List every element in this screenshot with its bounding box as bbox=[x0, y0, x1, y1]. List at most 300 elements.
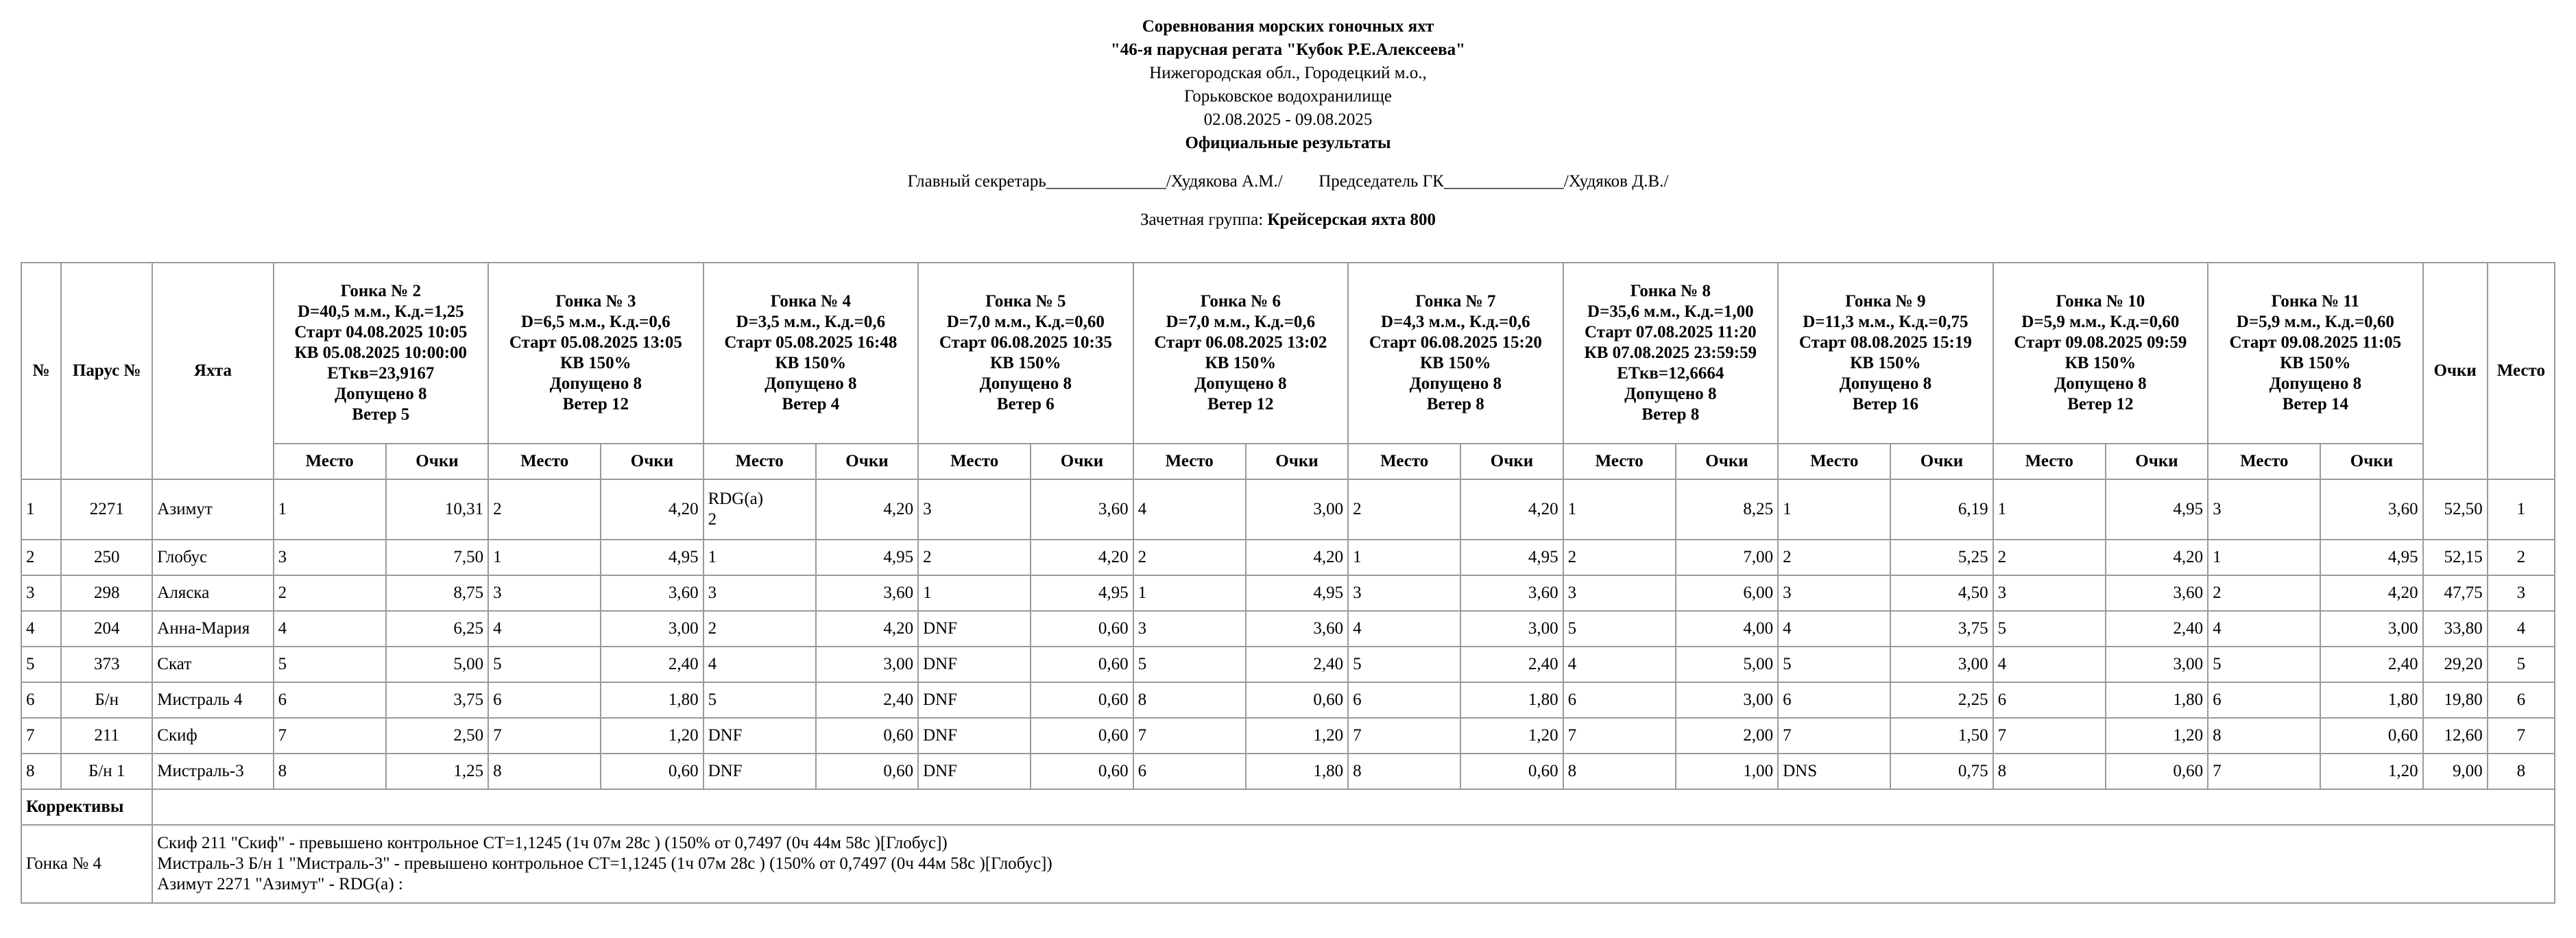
venue-line: Горьковское водохранилище bbox=[1184, 87, 1392, 106]
race-points-cell: 0,60 bbox=[1031, 754, 1133, 789]
row-total-points: 52,50 bbox=[2423, 479, 2488, 540]
race-points-cell: 4,20 bbox=[2106, 540, 2208, 575]
col-yacht-header: Яхта bbox=[152, 263, 273, 479]
table-row bbox=[21, 754, 2555, 789]
race-place-cell: 8 bbox=[2208, 718, 2320, 754]
sub-points-header: Очки bbox=[1890, 444, 1993, 479]
race-place-cell: 5 bbox=[1133, 647, 1246, 682]
event-dates: 02.08.2025 - 09.08.2025 bbox=[1203, 110, 1373, 129]
race-points-cell: 0,60 bbox=[601, 754, 703, 789]
table-row bbox=[21, 479, 2555, 540]
race-points-cell: 10,31 bbox=[386, 479, 488, 540]
race-title: Гонка № 2 bbox=[340, 282, 421, 300]
race-title: Гонка № 6 bbox=[1200, 292, 1281, 311]
race-place-cell: 1 bbox=[1993, 479, 2106, 540]
results-status: Официальные результаты bbox=[1185, 134, 1391, 152]
race-info-line: Старт 06.08.2025 15:20 bbox=[1369, 333, 1542, 352]
race-place-cell: DNS bbox=[1778, 754, 1890, 789]
race-header-1 bbox=[274, 263, 489, 444]
race-points-cell: 1,80 bbox=[2106, 682, 2208, 718]
race-points-cell: 1,20 bbox=[1460, 718, 1563, 754]
race-points-cell: 3,00 bbox=[816, 647, 918, 682]
sub-points-header: Очки bbox=[1246, 444, 1348, 479]
race-points-cell: 3,60 bbox=[601, 575, 703, 611]
race-points-cell: 3,00 bbox=[2106, 647, 2208, 682]
corrections-row bbox=[21, 825, 2555, 903]
col-points-header: Очки bbox=[2423, 263, 2488, 479]
race-header-6 bbox=[1348, 263, 1563, 444]
col-sail-header: Парус № bbox=[61, 263, 152, 479]
race-info-line: КВ 150% bbox=[560, 354, 631, 372]
subheader-row bbox=[21, 444, 2555, 479]
row-total-points: 12,60 bbox=[2423, 718, 2488, 754]
race-info-line: Допущено 8 bbox=[1624, 385, 1717, 403]
race-points-cell: 1,80 bbox=[2320, 682, 2422, 718]
race-points-cell: 3,00 bbox=[1460, 611, 1563, 647]
race-title: Гонка № 3 bbox=[555, 292, 636, 311]
row-sail-number: 2271 bbox=[61, 479, 152, 540]
row-final-place: 2 bbox=[2488, 540, 2555, 575]
race-points-cell: 0,60 bbox=[2106, 754, 2208, 789]
race-points-cell: 6,25 bbox=[386, 611, 488, 647]
race-info-line: КВ 05.08.2025 10:00:00 bbox=[294, 344, 468, 362]
row-number: 7 bbox=[21, 718, 61, 754]
race-points-cell: 2,40 bbox=[2320, 647, 2422, 682]
race-points-cell: 4,95 bbox=[816, 540, 918, 575]
race-points-cell: 2,40 bbox=[1460, 647, 1563, 682]
race-points-cell: 4,95 bbox=[601, 540, 703, 575]
race-points-cell: 3,60 bbox=[2320, 479, 2422, 540]
race-points-cell: 0,60 bbox=[816, 718, 918, 754]
race-points-cell: 5,00 bbox=[386, 647, 488, 682]
race-info-line: Старт 05.08.2025 16:48 bbox=[724, 333, 898, 352]
race-points-cell: 4,95 bbox=[2106, 479, 2208, 540]
col-place-header: Место bbox=[2488, 263, 2555, 479]
race-place-cell: 5 bbox=[1993, 611, 2106, 647]
table-row bbox=[21, 682, 2555, 718]
race-place-cell: 2 bbox=[274, 575, 386, 611]
race-points-cell: 1,50 bbox=[1890, 718, 1993, 754]
race-info-line: D=3,5 м.м., К.д.=0,6 bbox=[736, 313, 886, 331]
race-info-line: Ветер 16 bbox=[1852, 395, 1918, 413]
race-points-cell: 3,00 bbox=[601, 611, 703, 647]
results-table bbox=[21, 262, 2555, 904]
row-number: 1 bbox=[21, 479, 61, 540]
race-place-cell: 6 bbox=[1993, 682, 2106, 718]
race-place-cell: 7 bbox=[274, 718, 386, 754]
row-final-place: 7 bbox=[2488, 718, 2555, 754]
chairman-signature: Председатель ГК______________/Худяков Д.В./ bbox=[1319, 172, 1669, 191]
race-place-cell: 2 bbox=[488, 479, 601, 540]
race-header-3 bbox=[703, 263, 919, 444]
race-title: Гонка № 9 bbox=[1845, 292, 1926, 311]
race-place-cell: DNF bbox=[918, 754, 1031, 789]
race-points-cell: 0,60 bbox=[1031, 611, 1133, 647]
race-info-line: ЕТкв=23,9167 bbox=[327, 364, 435, 383]
row-sail-number: 250 bbox=[61, 540, 152, 575]
race-title: Гонка № 7 bbox=[1415, 292, 1496, 311]
race-points-cell: 5,25 bbox=[1890, 540, 1993, 575]
race-points-cell: 1,80 bbox=[601, 682, 703, 718]
race-info-line: Допущено 8 bbox=[2269, 374, 2362, 393]
row-sail-number: 298 bbox=[61, 575, 152, 611]
race-place-cell: 7 bbox=[1133, 718, 1246, 754]
table-row bbox=[21, 647, 2555, 682]
sub-points-header: Очки bbox=[601, 444, 703, 479]
race-points-cell: 1,80 bbox=[1460, 682, 1563, 718]
race-points-cell: 0,60 bbox=[1246, 682, 1348, 718]
race-place-cell: DNF bbox=[918, 611, 1031, 647]
row-yacht-name: Мистраль-3 bbox=[152, 754, 273, 789]
race-points-cell: 6,19 bbox=[1890, 479, 1993, 540]
race-place-cell: 2 bbox=[1563, 540, 1676, 575]
race-info-line: Ветер 8 bbox=[1426, 395, 1484, 413]
race-place-cell: 7 bbox=[1993, 718, 2106, 754]
table-row bbox=[21, 718, 2555, 754]
race-points-cell: 2,00 bbox=[1676, 718, 1778, 754]
race-place-cell: 6 bbox=[488, 682, 601, 718]
sub-points-header: Очки bbox=[1031, 444, 1133, 479]
row-final-place: 5 bbox=[2488, 647, 2555, 682]
race-points-cell: 2,50 bbox=[386, 718, 488, 754]
race-info-line: КВ 150% bbox=[2065, 354, 2136, 372]
race-place-cell: 4 bbox=[2208, 611, 2320, 647]
race-place-cell: 1 bbox=[918, 575, 1031, 611]
race-points-cell: 3,75 bbox=[1890, 611, 1993, 647]
row-yacht-name: Аляска bbox=[152, 575, 273, 611]
sub-points-header: Очки bbox=[1460, 444, 1563, 479]
sub-place-header: Место bbox=[918, 444, 1031, 479]
race-points-cell: 4,50 bbox=[1890, 575, 1993, 611]
race-place-cell: 2 bbox=[1348, 479, 1460, 540]
race-info-line: Ветер 12 bbox=[1207, 395, 1274, 413]
race-place-cell: 1 bbox=[2208, 540, 2320, 575]
race-place-cell: 5 bbox=[703, 682, 816, 718]
row-final-place: 6 bbox=[2488, 682, 2555, 718]
race-place-cell: 6 bbox=[1133, 754, 1246, 789]
race-place-cell: 6 bbox=[274, 682, 386, 718]
race-place-cell: 4 bbox=[488, 611, 601, 647]
row-number: 6 bbox=[21, 682, 61, 718]
race-points-cell: 4,95 bbox=[1246, 575, 1348, 611]
race-points-cell: 1,20 bbox=[2106, 718, 2208, 754]
sub-points-header: Очки bbox=[2320, 444, 2422, 479]
race-points-cell: 4,95 bbox=[1460, 540, 1563, 575]
race-points-cell: 2,40 bbox=[2106, 611, 2208, 647]
race-info-line: Допущено 8 bbox=[1194, 374, 1287, 393]
race-place-cell: 8 bbox=[1563, 754, 1676, 789]
sub-points-header: Очки bbox=[1676, 444, 1778, 479]
race-place-cell: 8 bbox=[488, 754, 601, 789]
race-place-cell: 3 bbox=[1563, 575, 1676, 611]
race-place-cell: 5 bbox=[2208, 647, 2320, 682]
race-place-cell: 4 bbox=[1348, 611, 1460, 647]
row-total-points: 33,80 bbox=[2423, 611, 2488, 647]
race-place-cell: 3 bbox=[1133, 611, 1246, 647]
race-place-cell: 4 bbox=[1563, 647, 1676, 682]
race-points-cell: 2,40 bbox=[601, 647, 703, 682]
corrections-text bbox=[152, 825, 2555, 903]
race-info-line: Старт 06.08.2025 13:02 bbox=[1154, 333, 1327, 352]
race-points-cell: 0,75 bbox=[1890, 754, 1993, 789]
race-place-cell: 1 bbox=[488, 540, 601, 575]
race-place-cell: 1 bbox=[1563, 479, 1676, 540]
row-sail-number: 211 bbox=[61, 718, 152, 754]
race-info-line: Ветер 6 bbox=[996, 395, 1055, 413]
row-total-points: 29,20 bbox=[2423, 647, 2488, 682]
race-info-line: Ветер 12 bbox=[562, 395, 629, 413]
race-points-cell: 0,60 bbox=[1031, 682, 1133, 718]
race-place-cell: DNF bbox=[918, 682, 1031, 718]
col-num-header: № bbox=[21, 263, 61, 479]
race-place-cell: 4 bbox=[1993, 647, 2106, 682]
sub-place-header: Место bbox=[1778, 444, 1890, 479]
race-place-cell: DNF bbox=[918, 647, 1031, 682]
race-info-line: Допущено 8 bbox=[765, 374, 857, 393]
race-place-cell: 5 bbox=[274, 647, 386, 682]
race-place-cell: 6 bbox=[1348, 682, 1460, 718]
race-points-cell: 3,60 bbox=[1246, 611, 1348, 647]
scoring-group-value: Крейсерская яхта 800 bbox=[1267, 211, 1436, 229]
race-points-cell: 2,40 bbox=[816, 682, 918, 718]
race-place-cell: 7 bbox=[2208, 754, 2320, 789]
race-info-line: Допущено 8 bbox=[549, 374, 642, 393]
race-place-cell: 2 bbox=[1133, 540, 1246, 575]
race-header-row bbox=[21, 263, 2555, 444]
race-place-cell: 5 bbox=[488, 647, 601, 682]
race-info-line: Допущено 8 bbox=[335, 385, 427, 403]
race-place-cell: 8 bbox=[1348, 754, 1460, 789]
race-info-line: КВ 150% bbox=[1850, 354, 1921, 372]
race-place-cell: 8 bbox=[1993, 754, 2106, 789]
race-info-line: КВ 150% bbox=[2280, 354, 2351, 372]
race-info-line: КВ 150% bbox=[1420, 354, 1491, 372]
sub-place-header: Место bbox=[1133, 444, 1246, 479]
race-points-cell: 1,00 bbox=[1676, 754, 1778, 789]
document-header bbox=[0, 0, 2576, 155]
race-points-cell: 4,20 bbox=[1460, 479, 1563, 540]
row-number: 8 bbox=[21, 754, 61, 789]
row-sail-number: Б/н 1 bbox=[61, 754, 152, 789]
race-place-cell: 7 bbox=[1778, 718, 1890, 754]
race-place-cell: 3 bbox=[1778, 575, 1890, 611]
race-title: Гонка № 11 bbox=[2271, 292, 2360, 311]
race-header-7 bbox=[1563, 263, 1779, 444]
race-place-cell: 1 bbox=[1133, 575, 1246, 611]
row-yacht-name: Анна-Мария bbox=[152, 611, 273, 647]
race-place-cell: RDG(a) 2 bbox=[703, 479, 816, 540]
race-info-line: Старт 09.08.2025 09:59 bbox=[2014, 333, 2187, 352]
race-place-cell: DNF bbox=[703, 754, 816, 789]
race-place-cell: 1 bbox=[703, 540, 816, 575]
race-points-cell: 3,00 bbox=[1676, 682, 1778, 718]
race-points-cell: 3,60 bbox=[2106, 575, 2208, 611]
race-place-cell: 7 bbox=[1348, 718, 1460, 754]
corrections-heading-row bbox=[21, 789, 2555, 825]
row-yacht-name: Мистраль 4 bbox=[152, 682, 273, 718]
row-total-points: 52,15 bbox=[2423, 540, 2488, 575]
race-info-line: D=7,0 м.м., К.д.=0,6 bbox=[1166, 313, 1316, 331]
race-header-9 bbox=[1993, 263, 2208, 444]
race-title: Гонка № 8 bbox=[1630, 282, 1711, 300]
race-info-line: Ветер 4 bbox=[782, 395, 840, 413]
race-place-cell: 3 bbox=[1348, 575, 1460, 611]
race-points-cell: 4,20 bbox=[1246, 540, 1348, 575]
race-place-cell: 5 bbox=[1778, 647, 1890, 682]
correction-line: Азимут 2271 "Азимут" - RDG(a) : bbox=[157, 875, 403, 893]
race-points-cell: 3,60 bbox=[816, 575, 918, 611]
race-place-cell: 2 bbox=[2208, 575, 2320, 611]
race-place-cell: 8 bbox=[1133, 682, 1246, 718]
sub-place-header: Место bbox=[1563, 444, 1676, 479]
race-info-line: Допущено 8 bbox=[2054, 374, 2147, 393]
race-place-cell: 7 bbox=[488, 718, 601, 754]
race-info-line: Ветер 14 bbox=[2282, 395, 2348, 413]
correction-line: Скиф 211 "Скиф" - превышено контрольное СТ=1,1245 (1ч 07м 28с ) (150% от 0,7497 (0ч 44м 58с )[Глобус]) bbox=[157, 834, 948, 852]
race-points-cell: 5,00 bbox=[1676, 647, 1778, 682]
race-info-line: ЕТкв=12,6664 bbox=[1617, 364, 1724, 383]
row-sail-number: 373 bbox=[61, 647, 152, 682]
sub-place-header: Место bbox=[274, 444, 386, 479]
location-line: Нижегородская обл., Городецкий м.о., bbox=[1149, 64, 1427, 82]
corrections-race-label: Гонка № 4 bbox=[21, 825, 152, 903]
row-yacht-name: Азимут bbox=[152, 479, 273, 540]
race-place-cell: 6 bbox=[1563, 682, 1676, 718]
sub-place-header: Место bbox=[488, 444, 601, 479]
race-place-cell: 1 bbox=[274, 479, 386, 540]
race-info-line: Допущено 8 bbox=[1409, 374, 1502, 393]
race-info-line: Старт 04.08.2025 10:05 bbox=[294, 323, 468, 341]
race-place-cell: 6 bbox=[1778, 682, 1890, 718]
race-points-cell: 1,20 bbox=[1246, 718, 1348, 754]
race-place-cell: 1 bbox=[1348, 540, 1460, 575]
race-place-cell: DNF bbox=[703, 718, 816, 754]
race-points-cell: 3,60 bbox=[1460, 575, 1563, 611]
race-place-cell: 8 bbox=[274, 754, 386, 789]
corrections-heading: Коррективы bbox=[21, 789, 152, 825]
race-points-cell: 0,60 bbox=[1460, 754, 1563, 789]
race-points-cell: 8,75 bbox=[386, 575, 488, 611]
race-place-cell: 4 bbox=[703, 647, 816, 682]
race-header-10 bbox=[2208, 263, 2423, 444]
race-points-cell: 3,60 bbox=[1031, 479, 1133, 540]
race-points-cell: 4,95 bbox=[1031, 575, 1133, 611]
race-points-cell: 4,95 bbox=[2320, 540, 2422, 575]
race-title: Гонка № 5 bbox=[985, 292, 1066, 311]
row-number: 4 bbox=[21, 611, 61, 647]
race-points-cell: 0,60 bbox=[1031, 647, 1133, 682]
race-points-cell: 4,20 bbox=[816, 479, 918, 540]
row-yacht-name: Глобус bbox=[152, 540, 273, 575]
sub-place-header: Место bbox=[703, 444, 816, 479]
row-final-place: 1 bbox=[2488, 479, 2555, 540]
sub-place-header: Место bbox=[1348, 444, 1460, 479]
race-info-line: D=5,9 м.м., К.д.=0,60 bbox=[2236, 313, 2394, 331]
race-points-cell: 2,25 bbox=[1890, 682, 1993, 718]
race-info-line: D=40,5 м.м., К.д.=1,25 bbox=[298, 302, 464, 321]
race-info-line: КВ 150% bbox=[1205, 354, 1277, 372]
row-total-points: 47,75 bbox=[2423, 575, 2488, 611]
race-points-cell: 4,20 bbox=[816, 611, 918, 647]
race-place-cell: 5 bbox=[1563, 611, 1676, 647]
race-info-line: Ветер 12 bbox=[2067, 395, 2134, 413]
results-body bbox=[21, 479, 2555, 903]
race-title: Гонка № 10 bbox=[2056, 292, 2145, 311]
race-header-2 bbox=[488, 263, 703, 444]
race-points-cell: 0,60 bbox=[1031, 718, 1133, 754]
secretary-signature: Главный секретарь______________/Худякова А.М./ bbox=[907, 172, 1283, 191]
race-points-cell: 3,00 bbox=[1890, 647, 1993, 682]
race-info-line: D=4,3 м.м., К.д.=0,6 bbox=[1381, 313, 1530, 331]
row-number: 5 bbox=[21, 647, 61, 682]
race-place-cell: DNF bbox=[918, 718, 1031, 754]
sub-place-header: Место bbox=[2208, 444, 2320, 479]
scoring-group-label: Зачетная группа: bbox=[1140, 211, 1264, 229]
race-place-cell: 4 bbox=[1133, 479, 1246, 540]
race-info-line: Старт 09.08.2025 11:05 bbox=[2229, 333, 2402, 352]
race-points-cell: 7,00 bbox=[1676, 540, 1778, 575]
race-info-line: Старт 05.08.2025 13:05 bbox=[509, 333, 682, 352]
race-info-line: Ветер 5 bbox=[352, 405, 410, 424]
race-place-cell: 4 bbox=[1778, 611, 1890, 647]
race-info-line: D=7,0 м.м., К.д.=0,60 bbox=[946, 313, 1105, 331]
race-points-cell: 3,00 bbox=[1246, 479, 1348, 540]
race-info-line: Допущено 8 bbox=[1839, 374, 1932, 393]
row-final-place: 8 bbox=[2488, 754, 2555, 789]
race-points-cell: 0,60 bbox=[2320, 718, 2422, 754]
row-sail-number: 204 bbox=[61, 611, 152, 647]
correction-line: Мистраль-3 Б/н 1 "Мистраль-3" - превышено контрольное СТ=1,1245 (1ч 07м 28с ) (150% от 0,7497 (0ч 44м 58с )[Глобус]) bbox=[157, 854, 1052, 873]
race-header-4 bbox=[918, 263, 1133, 444]
race-info-line: Старт 08.08.2025 15:19 bbox=[1798, 333, 1972, 352]
race-points-cell: 4,20 bbox=[2320, 575, 2422, 611]
race-place-cell: 3 bbox=[1993, 575, 2106, 611]
race-place-cell: 5 bbox=[1348, 647, 1460, 682]
race-info-line: КВ 150% bbox=[990, 354, 1061, 372]
regatta-title: "46-я парусная регата "Кубок Р.Е.Алексеева" bbox=[1110, 40, 1466, 59]
race-points-cell: 8,25 bbox=[1676, 479, 1778, 540]
race-place-cell: 2 bbox=[918, 540, 1031, 575]
race-points-cell: 6,00 bbox=[1676, 575, 1778, 611]
race-place-cell: 2 bbox=[703, 611, 816, 647]
sub-points-header: Очки bbox=[816, 444, 918, 479]
race-header-8 bbox=[1778, 263, 1993, 444]
row-number: 3 bbox=[21, 575, 61, 611]
race-points-cell: 4,20 bbox=[1031, 540, 1133, 575]
race-info-line: КВ 07.08.2025 23:59:59 bbox=[1584, 344, 1757, 362]
race-place-cell: 3 bbox=[488, 575, 601, 611]
race-info-line: Ветер 8 bbox=[1641, 405, 1700, 424]
race-info-line: Старт 06.08.2025 10:35 bbox=[939, 333, 1112, 352]
race-title: Гонка № 4 bbox=[770, 292, 851, 311]
race-points-cell: 2,40 bbox=[1246, 647, 1348, 682]
signatures-line bbox=[0, 170, 2576, 193]
race-place-cell: 3 bbox=[2208, 479, 2320, 540]
race-place-cell: 4 bbox=[274, 611, 386, 647]
row-final-place: 4 bbox=[2488, 611, 2555, 647]
row-yacht-name: Скат bbox=[152, 647, 273, 682]
row-yacht-name: Скиф bbox=[152, 718, 273, 754]
row-sail-number: Б/н bbox=[61, 682, 152, 718]
race-info-line: D=35,6 м.м., К.д.=1,00 bbox=[1587, 302, 1754, 321]
race-points-cell: 0,60 bbox=[816, 754, 918, 789]
table-row bbox=[21, 540, 2555, 575]
race-points-cell: 4,20 bbox=[601, 479, 703, 540]
table-row bbox=[21, 575, 2555, 611]
sub-points-header: Очки bbox=[386, 444, 488, 479]
sub-points-header: Очки bbox=[2106, 444, 2208, 479]
race-place-cell: 3 bbox=[703, 575, 816, 611]
